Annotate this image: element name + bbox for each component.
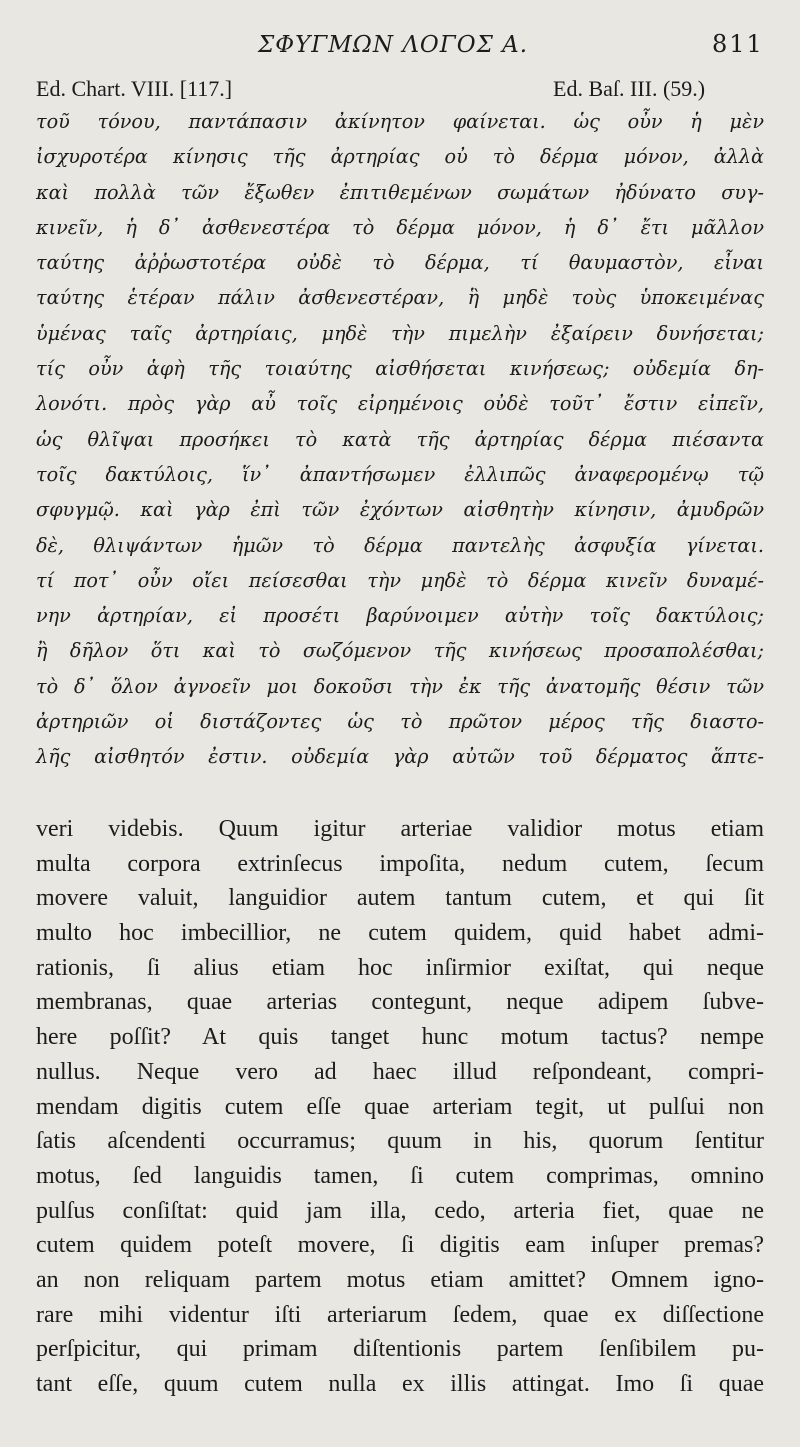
latin-text-line: nullus. Neque vero ad haec illud reſpondeant, compri- <box>36 1058 764 1085</box>
greek-text-line: λῆς αἰσθητόν ἐστιν. οὐδεμία γὰρ αὐτῶν τοῦ δέρματος ἅπτε- <box>36 745 764 769</box>
greek-text-line: νην ἀρτηρίαν, εἰ προσέτι βαρύνοιμεν αὐτὴν τοῖς δακτύλοις; <box>36 604 764 628</box>
greek-text-line: ἀρτηριῶν οἱ διστάζοντες ὡς τὸ πρῶτον μέρος τῆς διαστο- <box>36 710 764 734</box>
greek-text-line: λονότι. πρὸς γὰρ αὖ τοῖς εἰρημένοις οὐδὲ τοῦτ᾽ ἔστιν εἰπεῖν, <box>36 392 764 416</box>
greek-text-line: τίς οὖν ἁφὴ τῆς τοιαύτης αἰσθήσεται κινήσεως; οὐδεμία δη- <box>36 357 764 381</box>
edition-reference-basel: Ed. Baſ. III. (59.) <box>553 76 706 101</box>
latin-text-line: multa corpora extrinſecus impoſita, nedum cutem, ſecum <box>36 850 764 877</box>
latin-text-line: rationis, ſi alius etiam hoc inſirmior exiſtat, qui neque <box>36 954 764 981</box>
greek-text-line: καὶ πολλὰ τῶν ἔξωθεν ἐπιτιθεμένων σωμάτων ἠδύνατο συγ- <box>36 180 764 204</box>
latin-text-line: veri videbis. Quum igitur arteriae validior motus etiam <box>36 816 764 842</box>
greek-text-line: τοῖς δακτύλοις, ἵν᾽ ἀπαντήσωμεν ἐλλιπῶς ἀναφερομένῳ τῷ <box>36 462 764 486</box>
latin-text-line: mendam digitis cutem eſſe quae arteriam tegit, ut pulſui non <box>36 1093 764 1120</box>
greek-text-block <box>36 104 764 775</box>
latin-text-line: here poſſit? At quis tanget hunc motum tactus? nempe <box>36 1024 764 1051</box>
latin-text-line: membranas, quae arterias contegunt, neque adipem ſubve- <box>36 989 764 1016</box>
greek-text-line: ὑμένας ταῖς ἀρτηρίαις, μηδὲ τὴν πιμελὴν ἐξαίρειν δυνήσεται; <box>36 321 764 345</box>
greek-text-line: κινεῖν, ἡ δ᾽ ἀσθενεστέρα τὸ δέρμα μόνον, ἡ δ᾽ ἔτι μᾶλλον <box>36 215 764 239</box>
greek-text-line: ὡς θλῖψαι προσήκει τὸ κατὰ τῆς ἀρτηρίας δέρμα πιέσαντα <box>36 427 764 451</box>
greek-text-line: σφυγμῷ. καὶ γὰρ ἐπὶ τῶν ἐχόντων αἰσθητὴν κίνησιν, ἀμυδρῶν <box>36 498 764 522</box>
greek-text-line: ταύτης ἀῤῥωστοτέρα οὐδὲ τὸ δέρμα, τί θαυμαστὸν, εἶναι <box>36 251 764 275</box>
latin-text-line: tant eſſe, quum cutem nulla ex illis attingat. Imo ſi quae <box>36 1371 764 1397</box>
latin-text-line: rare mihi videntur iſti arteriarum ſedem, quae ex diſſectione <box>36 1301 764 1328</box>
greek-text-line: τοῦ τόνου, παντάπασιν ἀκίνητον φαίνεται. ὡς οὖν ἡ μὲν <box>36 110 764 133</box>
greek-text-line: τὸ δ᾽ ὅλον ἀγνοεῖν μοι δοκοῦσι τὴν ἐκ τῆς ἀνατομῆς θέσιν τῶν <box>36 674 764 698</box>
latin-text-line: cutem quidem poteſt movere, ſi digitis eam inſuper premas? <box>36 1232 764 1259</box>
latin-text-line: perſpicitur, qui primam diſtentionis partem ſenſibilem pu- <box>36 1336 764 1363</box>
greek-text-line: τί ποτ᾽ οὖν οἴει πείσεσθαι τὴν μηδὲ τὸ δέρμα κινεῖν δυναμέ- <box>36 568 764 592</box>
latin-text-line: movere valuit, languidior autem tantum cutem, et qui ſit <box>36 885 764 912</box>
greek-text-line: ταύτης ἑτέραν πάλιν ἀσθενεστέραν, ἣ μηδὲ τοὺς ὑποκειμένας <box>36 286 764 310</box>
running-head <box>0 26 800 66</box>
greek-text-line: ἢ δῆλον ὅτι καὶ τὸ σωζόμενον τῆς κινήσεως προσαπολέσθαι; <box>36 639 764 663</box>
greek-text-line: ἰσχυροτέρα κίνησις τῆς ἀρτηρίας οὐ τὸ δέρμα μόνον, ἀλλὰ <box>36 145 764 169</box>
latin-text-line: an non reliquam partem motus etiam amittet? Omnem igno- <box>36 1266 764 1293</box>
latin-text-line: pulſus conſiſtat: quid jam illa, cedo, arteria fiet, quae ne <box>36 1197 764 1224</box>
edition-references <box>0 76 800 106</box>
page-number: 811 <box>712 30 764 58</box>
latin-text-line: motus, ſed languidis tamen, ſi cutem comprimas, omnino <box>36 1162 764 1189</box>
running-title: ΣΦΥΓΜΩΝ ΛΟΓΟΣ Α. <box>258 32 529 58</box>
greek-text-line: δὲ, θλιψάντων ἡμῶν τὸ δέρμα παντελὴς ἀσφυξία γίνεται. <box>36 533 764 557</box>
latin-text-line: multo hoc imbecillior, ne cutem quidem, quid habet admi- <box>36 920 764 947</box>
latin-text-line: ſatis aſcendenti occurramus; quum in his, quorum ſentitur <box>36 1128 764 1155</box>
edition-reference-chartier: Ed. Chart. VIII. [117.] <box>36 76 233 101</box>
latin-text-block <box>36 812 764 1402</box>
